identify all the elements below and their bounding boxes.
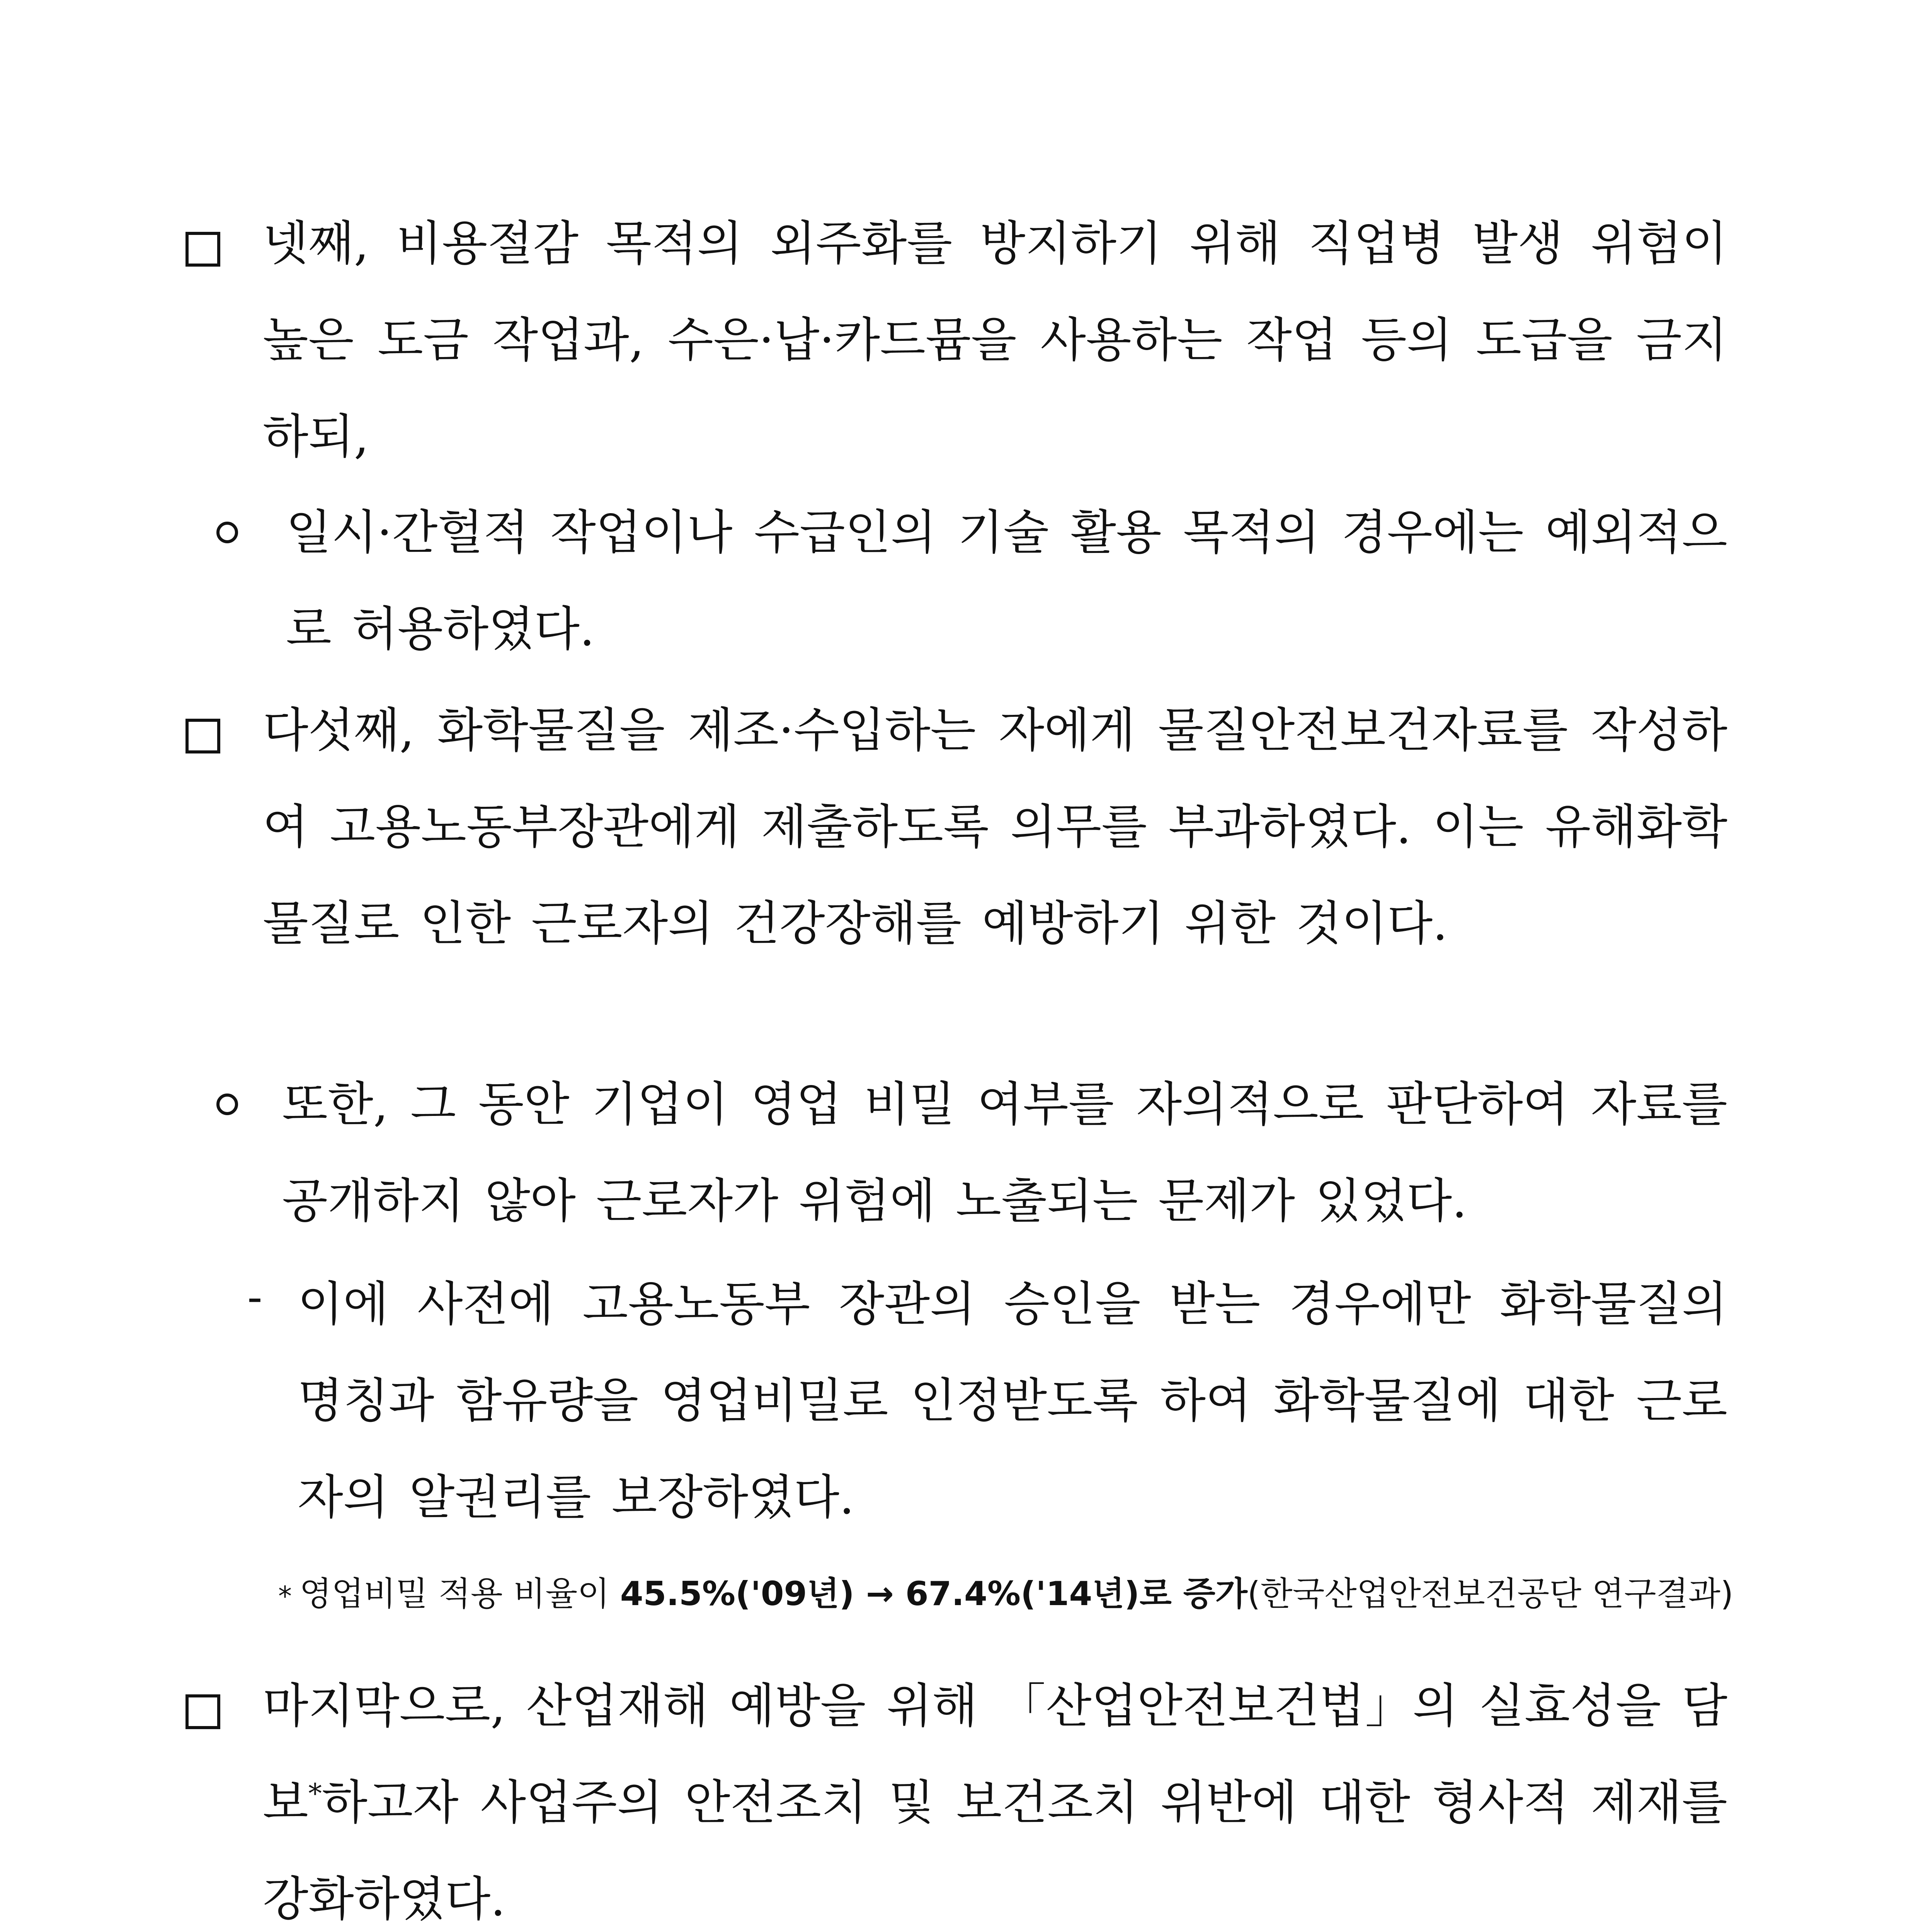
section-fifth-dash: 이에 사전에 고용노동부 장관의 승인을 받는 경우에만 화학물질의 명칭과 함유량을 영업비밀로 인정받도록 하여 화학물질에 대한 근로자의 알권리를 보장하였다.	[298, 1277, 1727, 1525]
note-star: *	[278, 1580, 292, 1612]
note-suffix: (한국산업안전보건공단 연구결과)	[1247, 1575, 1734, 1613]
footnote-marker: *	[308, 1777, 322, 1810]
section-fifth-note	[278, 1567, 1733, 1623]
section-last-text	[263, 1658, 1727, 1932]
note-bold: 45.5%('09년) → 67.4%('14년)로 증가	[620, 1575, 1247, 1613]
bullet-circle-icon	[216, 1094, 238, 1115]
note-prefix: 영업비밀 적용 비율이	[299, 1575, 620, 1613]
checkbox-square-icon	[185, 719, 220, 753]
section-fifth-bullet: 또한, 그 동안 기업이 영업 비밀 여부를 자의적으로 판단하여 자료를 공개하지 않아 근로자가 위험에 노출되는 문제가 있었다.	[282, 1077, 1727, 1228]
section-fifth-text: 다섯째, 화학물질을 제조·수입하는 자에게 물질안전보건자료를 작성하여 고용노동부장관에게 제출하도록 의무를 부과하였다. 이는 유해화학물질로 인한 근로자의 건강장해를 예방하기 위한 것이다.	[263, 703, 1727, 951]
dash-marker: -	[247, 1271, 262, 1323]
section-last-text-part1: 마지막으로, 산업재해 예방을 위해 「산업안전보건법」의 실효성을 담보	[263, 1679, 1727, 1830]
checkbox-square-icon	[185, 232, 220, 267]
section-fourth-text: 넷째, 비용절감 목적의 외주화를 방지하기 위해 직업병 발생 위험이 높은 도금 작업과, 수은·납·카드뮴을 사용하는 작업 등의 도급을 금지하되,	[263, 216, 1727, 464]
section-fourth-bullet: 일시·간헐적 작업이나 수급인의 기술 활용 목적의 경우에는 예외적으로 허용하였다.	[286, 505, 1727, 656]
section-last-text-part2: 하고자 사업주의 안전조치 및 보건조치 위반에 대한 형사적 제재를 강화하였다.	[263, 1775, 1727, 1927]
checkbox-square-icon	[185, 1694, 220, 1729]
bullet-circle-icon	[216, 522, 238, 543]
